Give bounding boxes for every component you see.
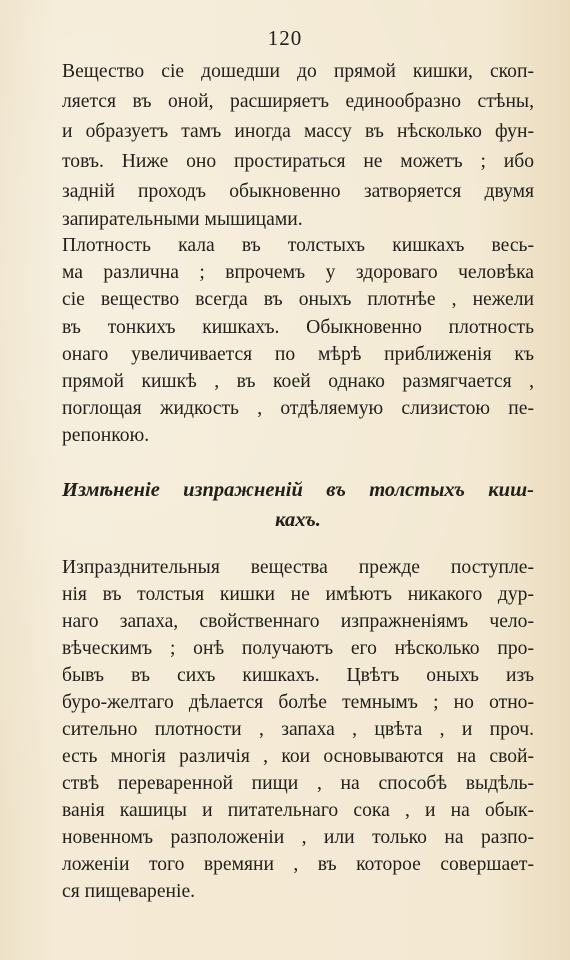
text-line: ма различна ; впрочемъ у здороваго человѣка — [62, 262, 534, 283]
text-line: Изпразднительныя вещества прежде поступле- — [62, 557, 534, 578]
text-line: ся пищевареніе. — [62, 881, 196, 902]
section-heading: кахъ. — [275, 509, 321, 531]
text-line: Вещество сіе дошедши до прямой кишки, скоп- — [62, 61, 534, 82]
text-line: новенномъ разположеніи , или только на разпо- — [62, 827, 534, 848]
text-line: товъ. Ниже оно простираться не можетъ ; ибо — [62, 151, 534, 172]
text-line: ствѣ переваренной пищи , на способѣ выдѣль- — [62, 773, 534, 794]
text-line: въ тонкихъ кишкахъ. Обыкновенно плотность — [62, 317, 534, 338]
text-line: онаго увеличивается по мѣрѣ приближенія къ — [62, 344, 534, 365]
text-line: ванія кашицы и питательнаго сока , и на обык- — [62, 800, 534, 821]
text-line: и образуетъ тамъ иногда массу въ нѣсколько фун- — [62, 121, 534, 142]
text-line: вѣческимъ ; онѣ получаютъ его нѣсколько про- — [62, 638, 534, 659]
section-heading: Измѣненіе изпражненій въ толстыхъ киш- — [62, 479, 534, 501]
text-line: бывъ въ сихъ кишкахъ. Цвѣтъ оныхъ изъ — [62, 665, 534, 686]
page-number: 120 — [267, 26, 303, 50]
text-line: есть многія различія , кои основываются на свой- — [62, 746, 534, 767]
text-line: наго запаха, свойственнаго изпражненіямъ чело- — [62, 611, 534, 632]
text-line: репонкою. — [62, 425, 150, 446]
text-line: задній проходъ обыкновенно затворяется двумя — [62, 181, 534, 202]
text-line: сіе вещество всегда въ оныхъ плотнѣе , нежели — [62, 289, 534, 310]
text-line: поглощая жидкость , отдѣляемую слизистою пе- — [62, 398, 534, 419]
text-line: Плотность кала въ толстыхъ кишкахъ весь- — [62, 235, 534, 256]
text-line: ляется въ оной, расширяетъ единообразно стѣны, — [62, 91, 534, 112]
text-line: запирательными мышицами. — [62, 209, 303, 230]
text-line: ложеніи того времяни , въ которое совершает- — [62, 854, 534, 875]
text-line: нія въ толстыя кишки не имѣютъ никакого дур- — [62, 584, 534, 605]
text-line: буро-желтаго дѣлается болѣе темнымъ ; но отно- — [62, 692, 534, 713]
text-line: прямой кишкѣ , въ коей однако размягчается , — [62, 371, 534, 392]
text-line: сительно плотности , запаха , цвѣта , и проч. — [62, 719, 534, 740]
